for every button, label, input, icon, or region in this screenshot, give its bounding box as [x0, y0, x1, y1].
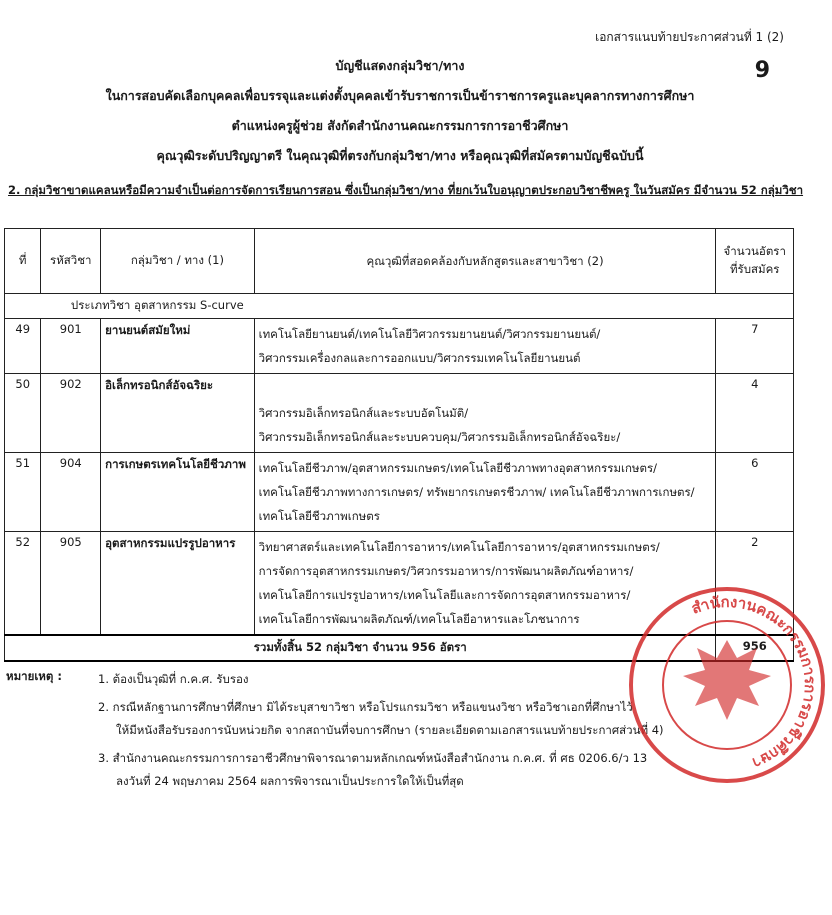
row-group: การเกษตรเทคโนโลยีชีวภาพ: [101, 453, 255, 532]
qualification-line: เทคโนโลยีชีวภาพทางการเกษตร/ ทรัพยากรเกษตรชีวภาพ/ เทคโนโลยีชีวภาพการเกษตร/: [258, 485, 695, 499]
row-count: 7: [716, 319, 794, 374]
row-quals: [254, 319, 716, 374]
row-count: 2: [716, 532, 794, 636]
qualification-line: เทคโนโลยีการแปรรูปอาหาร/เทคโนโลยีและการจัดการอุตสาหกรรมอาหาร/: [258, 588, 631, 602]
row-quals: [254, 453, 716, 532]
qualification-line: วิศวกรรมเครื่องกลและการออกแบบ/วิศวกรรมเทคโนโลยียานยนต์: [258, 351, 581, 365]
row-count: 6: [716, 453, 794, 532]
note-item: 1. ต้องเป็นวุฒิที่ ก.ค.ศ. รับรอง: [98, 672, 249, 686]
row-group: ยานยนต์สมัยใหม่: [101, 319, 255, 374]
row-no: 49: [5, 319, 41, 374]
table-row: [5, 374, 794, 453]
note-item: ให้มีหนังสือรับรองการนับหน่วยกิต จากสถาบันที่จบการศึกษา (รายละเอียดตามเอกสารแนบท้ายประกาศส่วนที่ 4): [116, 723, 664, 737]
seal-ring-text: สำนักงานคณะกรรมการการอาชีวศึกษา: [689, 592, 820, 773]
header-count: จำนวนอัตรา ที่รับสมัคร: [716, 229, 794, 294]
total-label: รวมทั้งสิ้น 52 กลุ่มวิชา จำนวน 956 อัตรา: [5, 635, 716, 661]
row-no: 51: [5, 453, 41, 532]
qualification-line: [259, 377, 712, 401]
row-group: อิเล็กทรอนิกส์อัจฉริยะ: [101, 374, 255, 453]
category-label: ประเภทวิชา อุตสาหกรรม S-curve: [41, 294, 794, 319]
row-quals: [254, 374, 716, 453]
note-item: 3. สำนักงานคณะกรรมการการอาชีวศึกษาพิจารณาตามหลักเกณฑ์หนังสือสำนักงาน ก.ค.ศ. ที่ ศธ 0206.6/ว 13: [98, 751, 648, 765]
row-no: 52: [5, 532, 41, 636]
document-title: บัญชีแสดงกลุ่มวิชา/ทาง: [335, 58, 465, 73]
row-group: อุตสาหกรรมแปรรูปอาหาร: [101, 532, 255, 636]
document-subtitle-2: ตำแหน่งครูผู้ช่วย สังกัดสำนักงานคณะกรรมการการอาชีวศึกษา: [231, 118, 569, 133]
qualification-line: เทคโนโลยียานยนต์/เทคโนโลยีวิศวกรรมยานยนต์/วิศวกรรมยานยนต์/: [258, 327, 601, 341]
qualification-line: การจัดการอุตสาหกรรมเกษตร/วิศวกรรมอาหาร/การพัฒนาผลิตภัณฑ์อาหาร/: [258, 564, 634, 578]
table-row: [5, 319, 794, 374]
header-code: รหัสวิชา: [41, 229, 101, 294]
qualification-line: วิทยาศาสตร์และเทคโนโลยีการอาหาร/เทคโนโลยีการอาหาร/อุตสาหกรรมเกษตร/: [258, 540, 660, 554]
seal-graphic: [631, 589, 823, 781]
notes-label: หมายเหตุ :: [6, 669, 62, 683]
row-count: 4: [716, 374, 794, 453]
header-no: ที่: [5, 229, 41, 294]
page-number: 9: [754, 58, 770, 83]
table-header-row: [5, 229, 794, 294]
row-code: 904: [41, 453, 101, 532]
note-item: ลงวันที่ 24 พฤษภาคม 2564 ผลการพิจารณาเป็นประการใดให้เป็นที่สุด: [116, 774, 464, 788]
header-group: กลุ่มวิชา / ทาง (1): [101, 229, 255, 294]
document-subtitle-3: คุณวุฒิระดับปริญญาตรี ในคุณวุฒิที่ตรงกับกลุ่มวิชา/ทาง หรือคุณวุฒิที่สมัครตามบัญชีฉบับนี้: [156, 148, 644, 163]
table-row: [5, 453, 794, 532]
row-code: 901: [41, 319, 101, 374]
row-code: 905: [41, 532, 101, 636]
category-row: [5, 294, 794, 319]
qualification-line: เทคโนโลยีการพัฒนาผลิตภัณฑ์/เทคโนโลยีอาหารและโภชนาการ: [258, 612, 580, 626]
total-value: 956: [716, 635, 794, 661]
attachment-label: เอกสารแนบท้ายประกาศส่วนที่ 1 (2): [595, 30, 784, 44]
row-no: 50: [5, 374, 41, 453]
qualification-line: วิศวกรรมอิเล็กทรอนิกส์และระบบอัตโนมัติ/: [258, 406, 469, 420]
qualification-line: วิศวกรรมอิเล็กทรอนิกส์และระบบควบคุม/วิศวกรรมอิเล็กทรอนิกส์อัจฉริยะ/: [258, 430, 621, 444]
note-item: 2. กรณีหลักฐานการศึกษาที่ศึกษา มิได้ระบุสาขาวิชา หรือโปรแกรมวิชา หรือแขนงวิชา หรือวิชาเอกที่ศึกษาไว้: [98, 700, 633, 714]
row-code: 902: [41, 374, 101, 453]
qualification-line: เทคโนโลยีชีวภาพเกษตร: [258, 509, 380, 523]
header-quals: คุณวุฒิที่สอดคล้องกับหลักสูตรและสาขาวิชา (2): [254, 229, 716, 294]
qualification-line: เทคโนโลยีชีวภาพ/อุตสาหกรรมเกษตร/เทคโนโลยีชีวภาพทางอุตสาหกรรมเกษตร/: [258, 461, 658, 475]
section-heading: 2. กลุ่มวิชาขาดแคลนหรือมีความจำเป็นต่อการจัดการเรียนการสอน ซึ่งเป็นกลุ่มวิชา/ทาง ที่ยกเว้นใบอนุญาตประกอบวิชาชีพครู ในวันสมัคร มีจำนวน 52 กลุ่มวิชา: [8, 183, 804, 197]
document-subtitle-1: ในการสอบคัดเลือกบุคคลเพื่อบรรจุและแต่งตั้งบุคคลเข้ารับราชการเป็นข้าราชการครูและบุคลากรทางการศึกษา: [105, 88, 695, 103]
official-seal-stamp: [622, 580, 832, 790]
